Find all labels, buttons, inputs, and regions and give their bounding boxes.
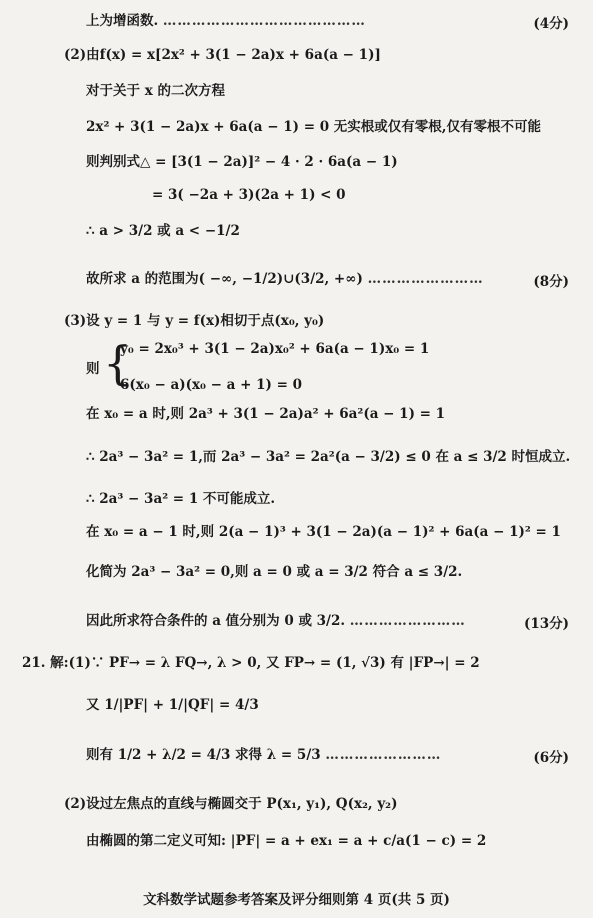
line-text: 故所求 a 的范围为( −∞, −1/2)∪(3/2, +∞) [86, 271, 363, 287]
page-footer: 文科数学试题参考答案及评分细则第 4 页(共 5 页) [143, 892, 450, 908]
text-line-15: 在 x₀ = a − 1 时,则 2(a − 1)³ + 3(1 − 2a)(a − 1)² + 6a(a − 1)² = 1 [86, 524, 561, 540]
score-8: (8分) [533, 274, 569, 290]
text-line-5: 则判别式△ = [3(1 − 2a)]² − 4 · 2 · 6a(a − 1) [86, 154, 398, 170]
text-line-22: 由椭圆的第二定义可知: |PF| = a + ex₁ = a + c/a(1 − c) = 2 [86, 833, 487, 849]
text-line-6: = 3( −2a + 3)(2a + 1) < 0 [152, 187, 346, 203]
dot-leader: …………………… [325, 747, 442, 763]
line-text: 则有 1/2 + λ/2 = 4/3 求得 λ = 5/3 [86, 747, 321, 763]
text-line-21: (2)设过左焦点的直线与椭圆交于 P(x₁, y₁), Q(x₂, y₂) [64, 796, 398, 812]
text-line-20 [86, 746, 441, 764]
score-13: (13分) [523, 616, 569, 632]
text-line-12: 在 x₀ = a 时,则 2a³ + 3(1 − 2a)a² + 6a²(a − 1) = 1 [86, 406, 446, 422]
text-line-3: 对于关于 x 的二次方程 [86, 83, 225, 99]
text-line-17 [86, 612, 466, 630]
system-label: 则 [86, 361, 100, 377]
left-brace: { [103, 336, 133, 390]
score-6: (6分) [533, 750, 569, 766]
dot-leader: …………………… [367, 271, 484, 287]
line-text: 上为增函数. [86, 13, 159, 29]
text-line-14: ∴ 2a³ − 3a² = 1 不可能成立. [86, 491, 276, 507]
text-line-9: (3)设 y = 1 与 y = f(x)相切于点(x₀, y₀) [64, 313, 325, 329]
text-line-2: (2)由f(x) = x[2x² + 3(1 − 2a)x + 6a(a − 1)] [64, 47, 381, 63]
text-line-18: 21. 解:(1)∵ PF→ = λ FQ→, λ > 0, 又 FP→ = (1, √3) 有 |FP→| = 2 [22, 655, 480, 671]
line-text: 因此所求符合条件的 a 值分别为 0 或 3/2. [86, 613, 346, 629]
text-line-13: ∴ 2a³ − 3a² = 1,而 2a³ − 3a² = 2a²(a − 3/2) ≤ 0 在 a ≤ 3/2 时恒成立. [86, 449, 571, 465]
score-4: (4分) [533, 16, 569, 32]
dot-leader: …………………………………… [162, 13, 366, 29]
text-line-16: 化简为 2a³ − 3a² = 0,则 a = 0 或 a = 3/2 符合 a ≤ 3/2. [86, 564, 463, 580]
system-eq-1: y₀ = 2x₀³ + 3(1 − 2a)x₀² + 6a(a − 1)x₀ = 1 [120, 341, 430, 357]
system-eq-2: 6(x₀ − a)(x₀ − a + 1) = 0 [120, 377, 302, 393]
dot-leader: …………………… [349, 613, 466, 629]
text-line-4: 2x² + 3(1 − 2a)x + 6a(a − 1) = 0 无实根或仅有零根,仅有零根不可能 [86, 119, 542, 135]
equation-system [86, 338, 516, 396]
text-line-19: 又 1/|PF| + 1/|QF| = 4/3 [86, 697, 259, 713]
text-line-1 [86, 12, 366, 30]
text-line-7: ∴ a > 3/2 或 a < −1/2 [86, 223, 240, 239]
text-line-8 [86, 270, 484, 288]
